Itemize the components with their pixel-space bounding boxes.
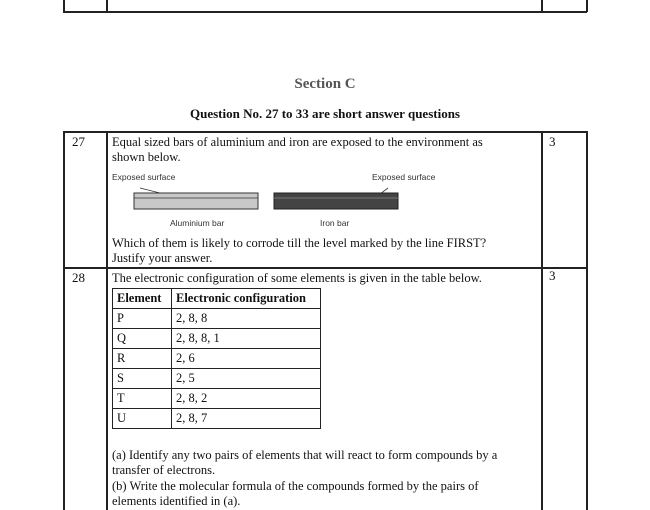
table-row (113, 369, 321, 389)
iron-bar (274, 193, 398, 209)
cell-configuration: 2, 5 (172, 369, 321, 389)
q27-text-line3: Which of them is likely to corrode till the level marked by the line FIRST? (112, 236, 487, 250)
cell-configuration: 2, 8, 8, 1 (172, 329, 321, 349)
cell-configuration: 2, 8, 7 (172, 409, 321, 429)
header-configuration: Electronic configuration (172, 289, 321, 309)
q28-intro: The electronic configuration of some elements is given in the table below. (112, 271, 482, 285)
prev-table-bottom-border (63, 11, 587, 13)
q27-number: 27 (72, 134, 85, 149)
table-right-border (586, 131, 588, 510)
section-title: Section C (294, 76, 356, 92)
table-row (113, 329, 321, 349)
aluminium-bar (134, 193, 258, 209)
table-row (113, 389, 321, 409)
q28-part-b-line2: elements identified in (a). (112, 494, 241, 508)
table-row (113, 409, 321, 429)
table-left-border (63, 131, 65, 510)
bars-figure (110, 180, 440, 220)
cell-element: Q (113, 329, 172, 349)
label-aluminium-bar: Aluminium bar (170, 218, 225, 228)
q28-part-a-line1: (a) Identify any two pairs of elements that will react to form compounds by a (112, 448, 498, 462)
cell-configuration: 2, 8, 8 (172, 309, 321, 329)
q27-text-line2: shown below. (112, 150, 181, 164)
cell-configuration: 2, 8, 2 (172, 389, 321, 409)
table-top-border (63, 131, 587, 133)
section-subtitle: Question No. 27 to 33 are short answer questions (189, 106, 460, 121)
table-header-row (113, 289, 321, 309)
table-marks-col-border (541, 131, 543, 510)
table-row-divider (63, 267, 587, 269)
electronic-configuration-table (112, 288, 321, 429)
q27-marks: 3 (549, 134, 556, 149)
label-exposed-surface-left: Exposed surface (112, 172, 176, 182)
q28-number: 28 (72, 270, 85, 285)
label-exposed-surface-right: Exposed surface (372, 172, 436, 182)
table-number-col-border (106, 131, 108, 510)
cell-element: U (113, 409, 172, 429)
table-row (113, 349, 321, 369)
q27-text-line1: Equal sized bars of aluminium and iron are exposed to the environment as (112, 135, 483, 149)
cell-element: P (113, 309, 172, 329)
q28-marks: 3 (549, 268, 556, 283)
q28-part-a-line2: transfer of electrons. (112, 463, 216, 477)
cell-configuration: 2, 6 (172, 349, 321, 369)
table-row (113, 309, 321, 329)
cell-element: S (113, 369, 172, 389)
cell-element: R (113, 349, 172, 369)
q28-part-b-line1: (b) Write the molecular formula of the compounds formed by the pairs of (112, 479, 479, 493)
header-element: Element (113, 289, 172, 309)
cell-element: T (113, 389, 172, 409)
label-iron-bar: Iron bar (320, 218, 350, 228)
q27-text-line4: Justify your answer. (112, 251, 213, 265)
